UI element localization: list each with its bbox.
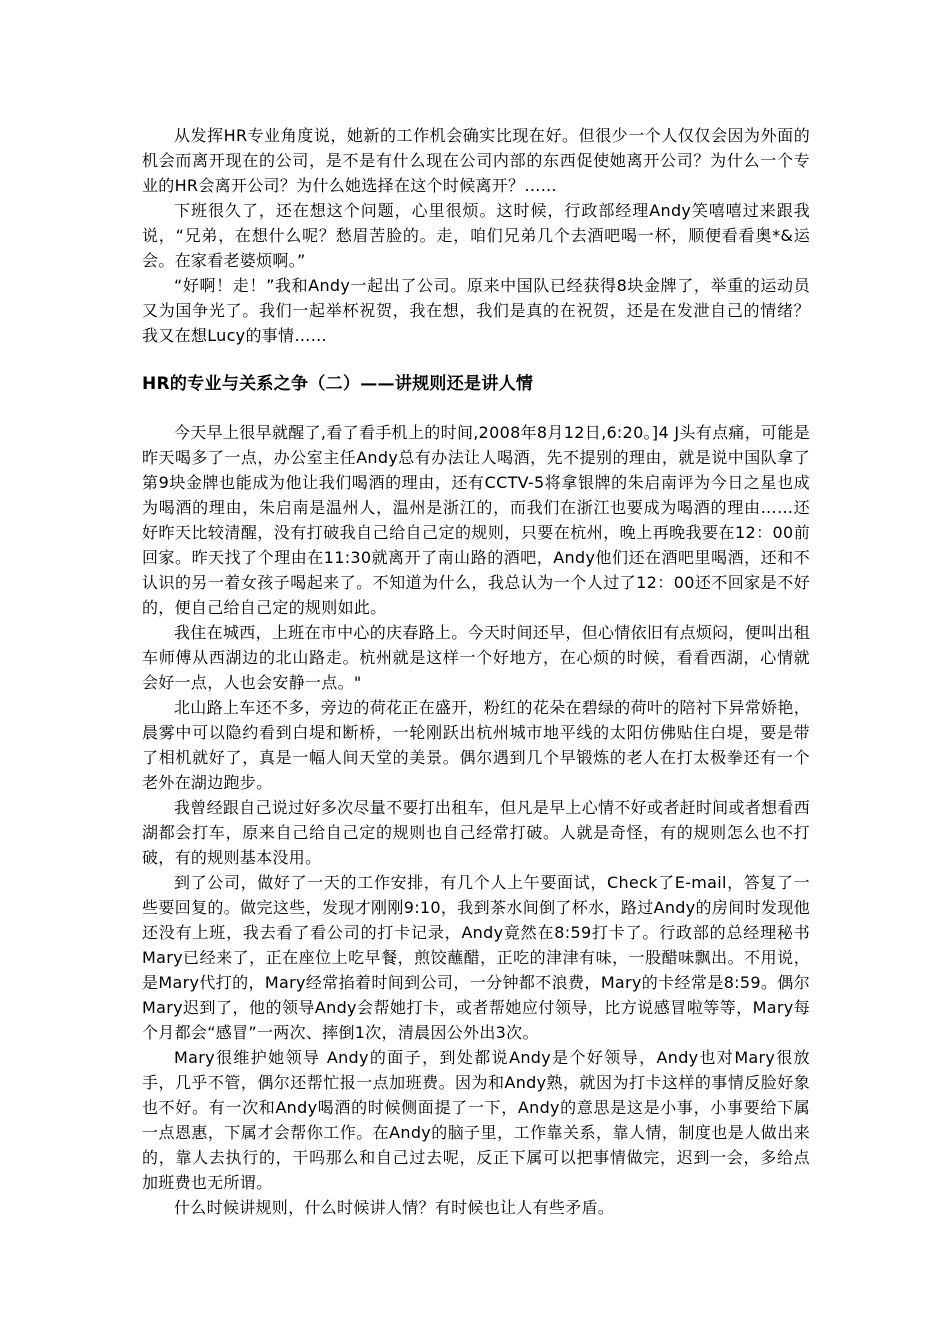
- paragraph: 北山路上车还不多，旁边的荷花正在盛开，粉红的花朵在碧绿的荷叶的陪衬下异常娇艳，晨雾中可以隐约看到白堤和断桥，一轮刚跃出杭州城市地平线的太阳仿佛贴住白堤，要是带了相机就好了，真是一幅人间天堂的美景。偶尔遇到几个早锻炼的老人在打太极拳还有一个老外在湖边跑步。: [142, 698, 810, 792]
- paragraph: 我住在城西，上班在市中心的庆春路上。今天时间还早，但心情依旧有点烦闷，便叫出租车师傅从西湖边的北山路走。杭州就是这样一个好地方，在心烦的时候，看看西湖，心情就会好一点，人也会安静一点。": [142, 623, 810, 692]
- paragraph: 今天早上很早就醒了,看了看手机上的时间,2008年8月12日,6:20。]4 J头有点痛，可能是昨天喝多了一点，办公室主任Andy总有办法让人喝酒，先不提别的理由，就是说中国队拿了第9块金牌也能成为他让我们喝酒的理由，还有CCTV-5将拿银牌的朱启南评为今日之星也成为喝酒的理由，朱启南是温州人，温州是浙江的，而我们在浙江也要成为喝酒的理由……还好昨天比较清醒，没有打破我自己给自己定的规则，只要在杭州，晚上再晚我要在12：00前回家。昨天找了个理由在11:30就离开了南山路的酒吧，Andy他们还在酒吧里喝酒，还和不认识的另一着女孩子喝起来了。不知道为什么，我总认为一个人过了12：00还不回家是不好的，便自己给自己定的规则如此。: [142, 423, 810, 617]
- paragraph: 我曾经跟自己说过好多次尽量不要打出租车，但凡是早上心情不好或者赶时间或者想看西湖都会打车，原来自己给自己定的规则也自己经常打破。人就是奇怪，有的规则怎么也不打破，有的规则基本没用。: [142, 798, 810, 867]
- paragraph: 下班很久了，还在想这个问题，心里很烦。这时候，行政部经理Andy笑嘻嘻过来跟我说，“兄弟，在想什么呢？愁眉苦脸的。走，咱们兄弟几个去酒吧喝一杯，顺便看看奥*&运会。在家看老婆烦啊。”: [142, 201, 810, 270]
- paragraph: 到了公司，做好了一天的工作安排，有几个人上午要面试，Check了E-mail，答复了一些要回复的。做完这些，发现才刚刚9:10，我到茶水间倒了杯水，路过Andy的房间时发现他还没有上班，我去看了看公司的打卡记录，Andy竟然在8:59打卡了。行政部的总经理秘书Mary已经来了，正在座位上吃早餐，煎饺蘸醋，正吃的津津有味，一股醋味飘出。不用说，是Mary代打的，Mary经常掐着时间到公司，一分钟都不浪费，Mary的卡经常是8:59。偶尔Mary迟到了，他的领导Andy会帮她打卡，或者帮她应付领导，比方说感冒啦等等，Mary每个月都会“感冒”一两次、摔倒1次，清晨因公外出3次。: [142, 873, 810, 1042]
- section-heading: HR的专业与关系之争（二）——讲规则还是讲人情: [142, 374, 534, 394]
- section-two-body: [142, 420, 810, 1220]
- paragraph: “好啊！走！”我和Andy一起出了公司。原来中国队已经获得8块金牌了，举重的运动员又为国争光了。我们一起举杯祝贺，我在想，我们是真的在祝贺，还是在发泄自己的情绪？我又在想Lucy的事情……: [142, 276, 810, 345]
- paragraph: 什么时候讲规则，什么时候讲人情？有时候也让人有些矛盾。: [174, 1198, 615, 1217]
- paragraph: Mary很维护她领导 Andy的面子，到处都说Andy是个好领导，Andy也对Mary很放手，几乎不管，偶尔还帮忙报一点加班费。因为和Andy熟，就因为打卡这样的事情反脸好象也不好。有一次和Andy喝酒的时候侧面提了一下，Andy的意思是这是小事，小事要给下属一点恩惠，下属才会帮你工作。在Andy的脑子里，工作靠关系，靠人情，制度也是人做出来的，靠人去执行的，干吗那么和自己过去呢，反正下属可以把事情做完，迟到一会，多给点加班费也无所谓。: [142, 1048, 810, 1192]
- paragraph: 从发挥HR专业角度说，她新的工作机会确实比现在好。但很少一个人仅仅会因为外面的机会而离开现在的公司，是不是有什么现在公司内部的东西促使她离开公司？为什么一个专业的HR会离开公司？为什么她选择在这个时候离开？……: [142, 126, 810, 195]
- section-one-body: [142, 123, 810, 348]
